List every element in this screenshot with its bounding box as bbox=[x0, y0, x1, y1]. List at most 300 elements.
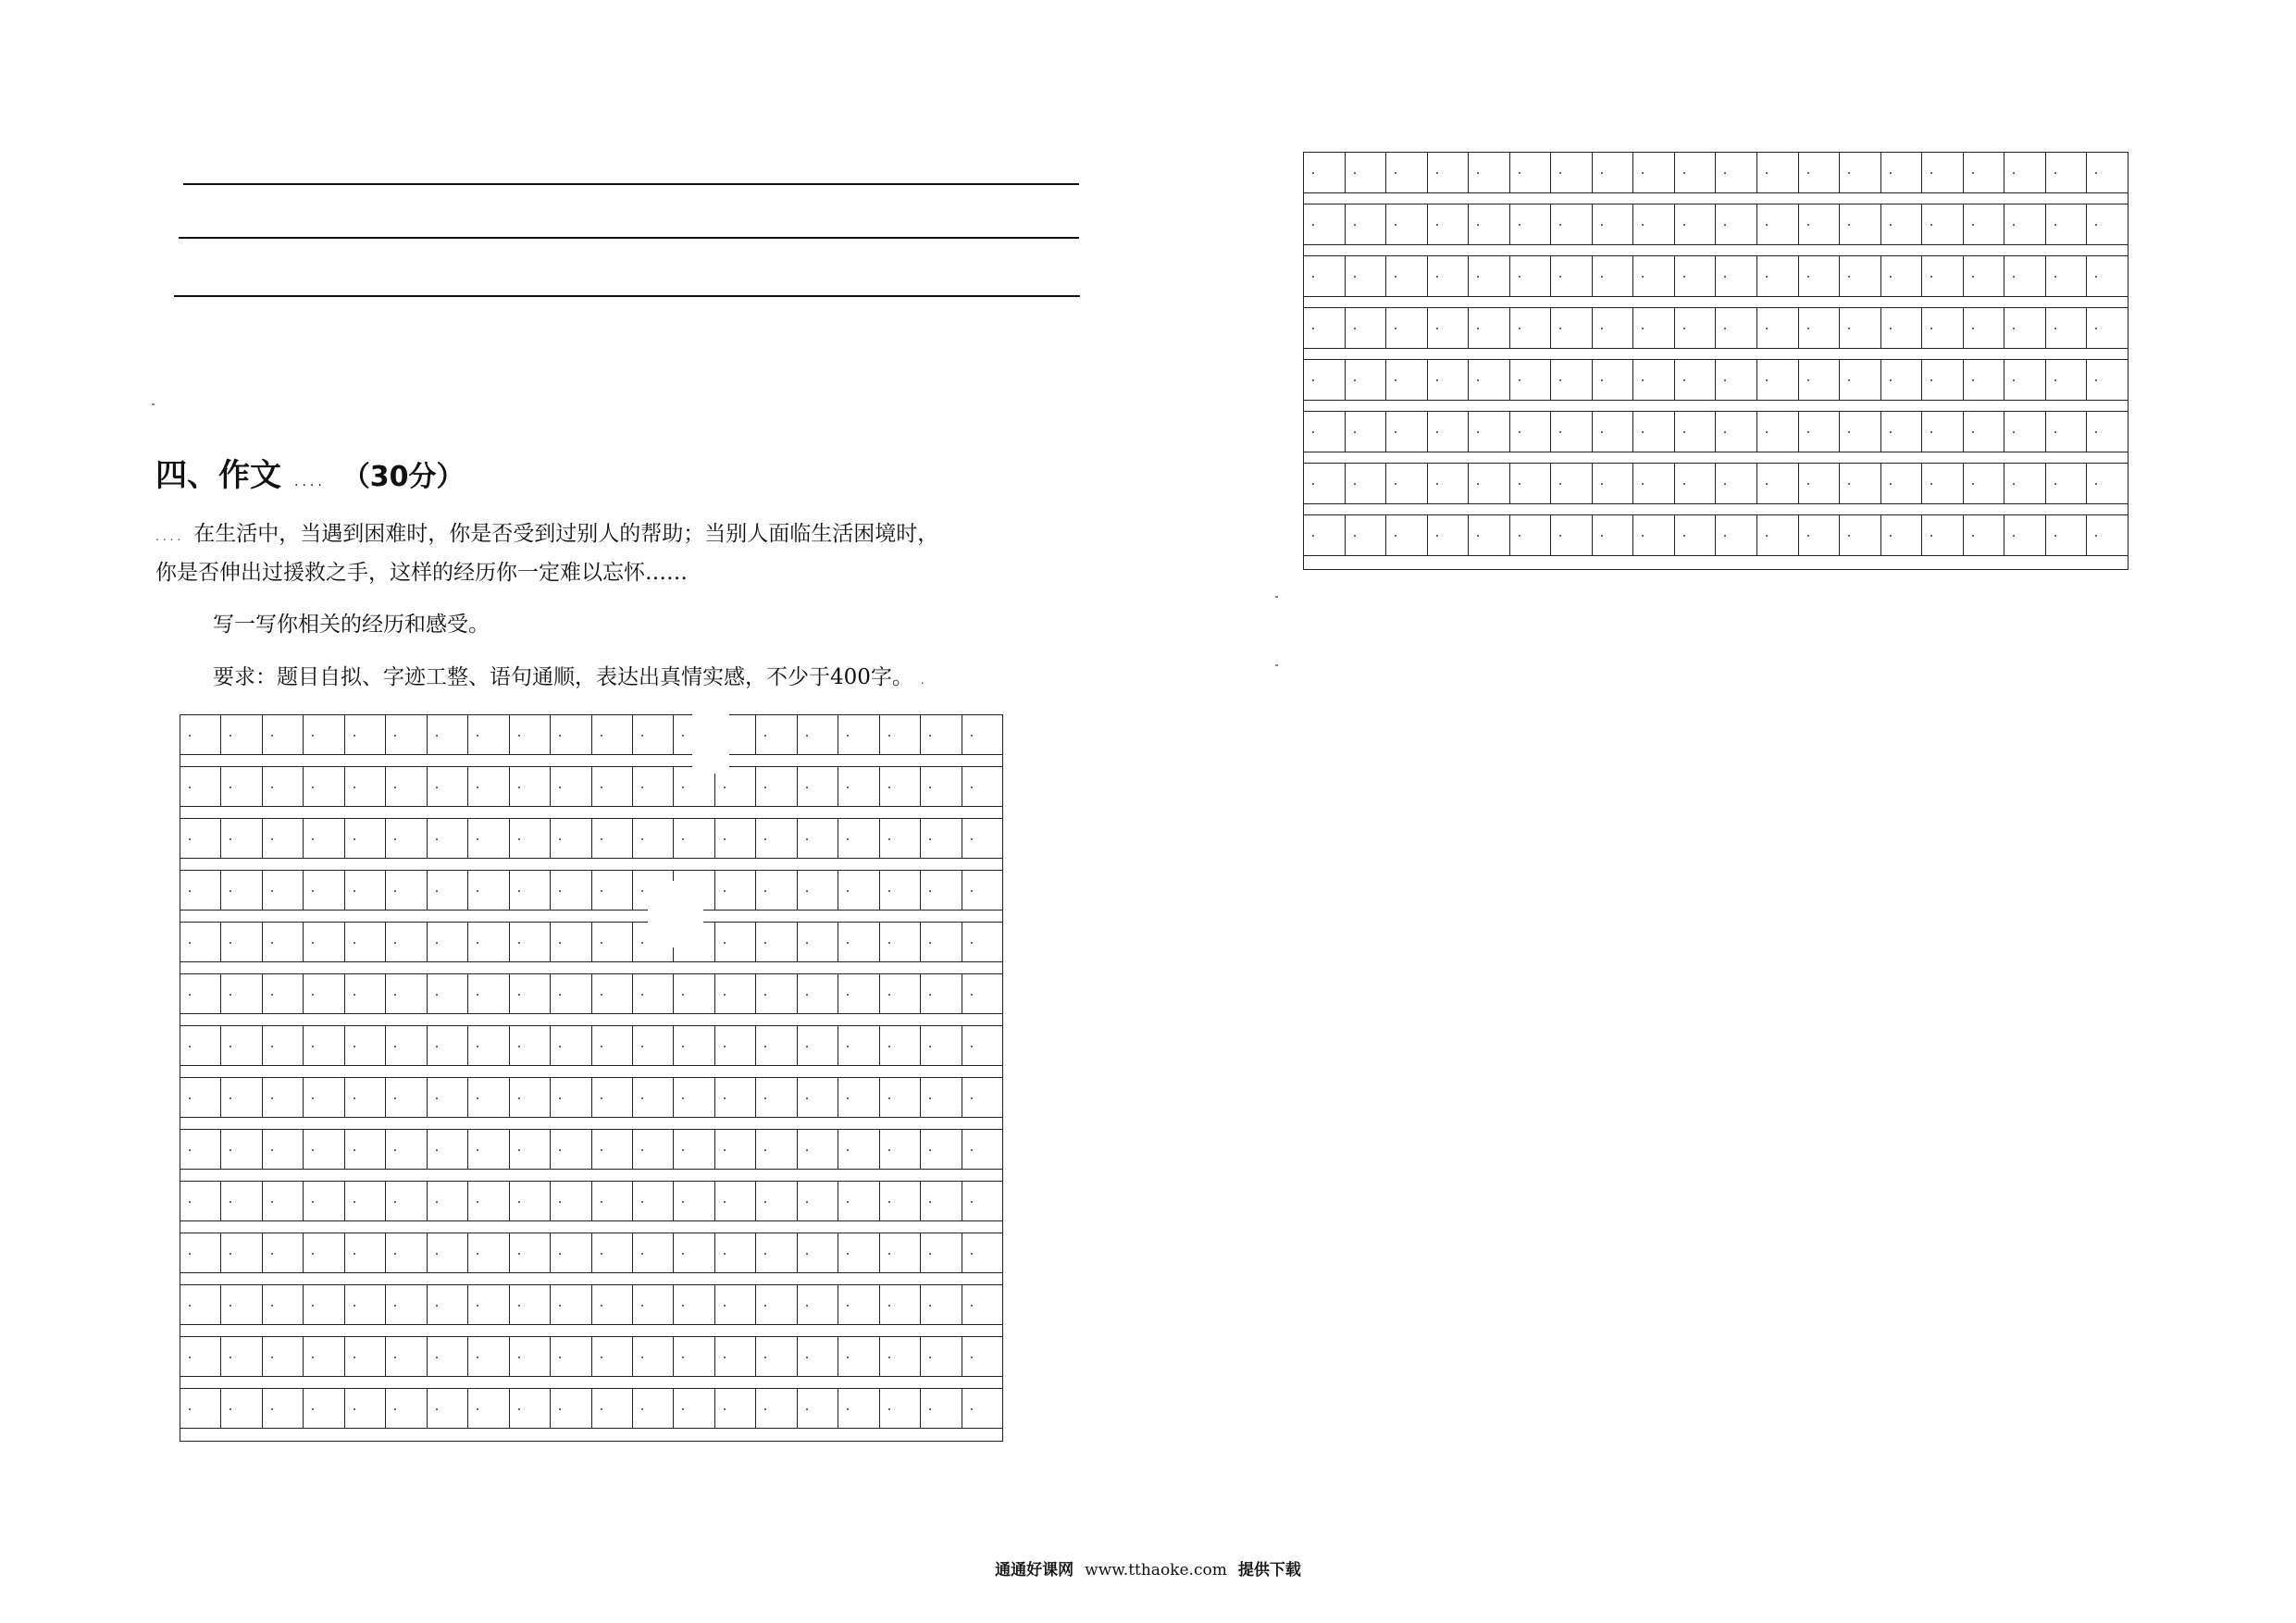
grid-cell[interactable] bbox=[1346, 256, 1387, 296]
grid-cell[interactable] bbox=[962, 1337, 1002, 1376]
grid-cell[interactable] bbox=[1840, 256, 1881, 296]
grid-cell[interactable] bbox=[386, 1026, 427, 1065]
grid-cell[interactable] bbox=[715, 1026, 756, 1065]
grid-cell[interactable] bbox=[880, 1285, 921, 1324]
grid-cell[interactable] bbox=[1757, 464, 1799, 503]
grid-cell[interactable] bbox=[428, 871, 468, 910]
grid-cell[interactable] bbox=[2004, 360, 2046, 400]
grid-cell[interactable] bbox=[551, 1026, 591, 1065]
grid-cell[interactable] bbox=[386, 1233, 427, 1272]
grid-cell[interactable] bbox=[1428, 153, 1470, 192]
grid-cell[interactable] bbox=[1881, 464, 1923, 503]
grid-cell[interactable] bbox=[798, 1285, 838, 1324]
grid-cell[interactable] bbox=[880, 1389, 921, 1428]
grid-cell[interactable] bbox=[1922, 515, 1964, 555]
essay-grid-right[interactable] bbox=[1303, 152, 2128, 570]
grid-cell[interactable] bbox=[2004, 153, 2046, 192]
grid-cell[interactable] bbox=[1922, 464, 1964, 503]
grid-cell[interactable] bbox=[263, 1130, 304, 1169]
grid-cell[interactable] bbox=[838, 1026, 879, 1065]
grid-cell[interactable] bbox=[592, 974, 633, 1013]
grid-cell[interactable] bbox=[715, 974, 756, 1013]
grid-cell[interactable] bbox=[551, 1389, 591, 1428]
grid-cell[interactable] bbox=[921, 1182, 962, 1220]
grid-cell[interactable] bbox=[1799, 515, 1841, 555]
grid-cell[interactable] bbox=[1386, 204, 1428, 244]
grid-cell[interactable] bbox=[633, 1337, 674, 1376]
grid-cell[interactable] bbox=[838, 1130, 879, 1169]
grid-cell[interactable] bbox=[1469, 360, 1510, 400]
grid-cell[interactable] bbox=[715, 1078, 756, 1117]
grid-cell[interactable] bbox=[510, 1285, 551, 1324]
grid-cell[interactable] bbox=[2087, 153, 2128, 192]
grid-cell[interactable] bbox=[1428, 256, 1470, 296]
grid-cell[interactable] bbox=[386, 1130, 427, 1169]
grid-cell[interactable] bbox=[756, 1078, 797, 1117]
grid-cell[interactable] bbox=[1716, 153, 1757, 192]
grid-cell[interactable] bbox=[592, 923, 633, 961]
grid-cell[interactable] bbox=[1386, 360, 1428, 400]
grid-cell[interactable] bbox=[1551, 204, 1593, 244]
grid-cell[interactable] bbox=[633, 767, 674, 806]
grid-cell[interactable] bbox=[1716, 412, 1757, 452]
grid-cell[interactable] bbox=[674, 974, 714, 1013]
grid-cell[interactable] bbox=[1428, 360, 1470, 400]
grid-cell[interactable] bbox=[1633, 204, 1675, 244]
grid-cell[interactable] bbox=[633, 974, 674, 1013]
grid-cell[interactable] bbox=[551, 974, 591, 1013]
grid-cell[interactable] bbox=[838, 1285, 879, 1324]
grid-cell[interactable] bbox=[1593, 204, 1634, 244]
grid-cell[interactable] bbox=[345, 715, 386, 754]
grid-cell[interactable] bbox=[962, 715, 1002, 754]
grid-cell[interactable] bbox=[798, 1182, 838, 1220]
grid-cell[interactable] bbox=[1633, 464, 1675, 503]
grid-cell[interactable] bbox=[428, 1130, 468, 1169]
grid-cell[interactable] bbox=[304, 871, 344, 910]
grid-cell[interactable] bbox=[1964, 308, 2005, 348]
grid-cell[interactable] bbox=[798, 819, 838, 858]
grid-cell[interactable] bbox=[962, 1026, 1002, 1065]
grid-cell[interactable] bbox=[510, 1026, 551, 1065]
grid-cell[interactable] bbox=[838, 819, 879, 858]
grid-cell[interactable] bbox=[756, 1389, 797, 1428]
grid-cell[interactable] bbox=[1840, 360, 1881, 400]
answer-line-3[interactable] bbox=[174, 295, 1080, 297]
grid-cell[interactable] bbox=[880, 715, 921, 754]
grid-cell[interactable] bbox=[221, 923, 262, 961]
grid-cell[interactable] bbox=[880, 1337, 921, 1376]
grid-cell[interactable] bbox=[633, 1182, 674, 1220]
grid-cell[interactable] bbox=[428, 819, 468, 858]
grid-cell[interactable] bbox=[674, 1026, 714, 1065]
grid-cell[interactable] bbox=[798, 974, 838, 1013]
grid-cell[interactable] bbox=[2004, 204, 2046, 244]
grid-cell[interactable] bbox=[345, 1026, 386, 1065]
grid-cell[interactable] bbox=[1346, 464, 1387, 503]
grid-cell[interactable] bbox=[880, 974, 921, 1013]
grid-cell[interactable] bbox=[345, 1182, 386, 1220]
grid-cell[interactable] bbox=[1881, 360, 1923, 400]
grid-cell[interactable] bbox=[468, 715, 509, 754]
grid-cell[interactable] bbox=[1593, 515, 1634, 555]
grid-cell[interactable] bbox=[1469, 308, 1510, 348]
grid-cell[interactable] bbox=[2087, 204, 2128, 244]
grid-cell[interactable] bbox=[715, 1389, 756, 1428]
grid-cell[interactable] bbox=[798, 715, 838, 754]
grid-cell[interactable] bbox=[756, 767, 797, 806]
grid-cell[interactable] bbox=[962, 974, 1002, 1013]
grid-cell[interactable] bbox=[1386, 515, 1428, 555]
grid-cell[interactable] bbox=[592, 871, 633, 910]
grid-cell[interactable] bbox=[838, 715, 879, 754]
grid-cell[interactable] bbox=[428, 1233, 468, 1272]
grid-cell[interactable] bbox=[468, 1026, 509, 1065]
grid-cell[interactable] bbox=[1510, 256, 1552, 296]
grid-cell[interactable] bbox=[263, 1026, 304, 1065]
grid-cell[interactable] bbox=[386, 974, 427, 1013]
grid-cell[interactable] bbox=[263, 819, 304, 858]
grid-cell[interactable] bbox=[1881, 256, 1923, 296]
grid-cell[interactable] bbox=[1922, 153, 1964, 192]
grid-cell[interactable] bbox=[1428, 464, 1470, 503]
grid-cell[interactable] bbox=[1757, 308, 1799, 348]
grid-cell[interactable] bbox=[798, 871, 838, 910]
grid-cell[interactable] bbox=[304, 1182, 344, 1220]
grid-cell[interactable] bbox=[510, 1337, 551, 1376]
grid-cell[interactable] bbox=[1346, 308, 1387, 348]
grid-cell[interactable] bbox=[1799, 360, 1841, 400]
grid-cell[interactable] bbox=[962, 1130, 1002, 1169]
grid-cell[interactable] bbox=[180, 1389, 221, 1428]
grid-cell[interactable] bbox=[2087, 515, 2128, 555]
grid-cell[interactable] bbox=[304, 767, 344, 806]
grid-cell[interactable] bbox=[798, 1233, 838, 1272]
grid-cell[interactable] bbox=[715, 1130, 756, 1169]
grid-cell[interactable] bbox=[1716, 464, 1757, 503]
grid-cell[interactable] bbox=[180, 1130, 221, 1169]
grid-cell[interactable] bbox=[633, 1233, 674, 1272]
grid-cell[interactable] bbox=[428, 1389, 468, 1428]
grid-cell[interactable] bbox=[880, 1182, 921, 1220]
grid-cell[interactable] bbox=[1386, 308, 1428, 348]
grid-cell[interactable] bbox=[674, 1285, 714, 1324]
grid-cell[interactable] bbox=[428, 1182, 468, 1220]
grid-cell[interactable] bbox=[551, 1337, 591, 1376]
grid-cell[interactable] bbox=[1922, 204, 1964, 244]
grid-cell[interactable] bbox=[592, 1337, 633, 1376]
grid-cell[interactable] bbox=[1346, 515, 1387, 555]
grid-cell[interactable] bbox=[428, 1285, 468, 1324]
grid-cell[interactable] bbox=[1593, 412, 1634, 452]
grid-cell[interactable] bbox=[2004, 308, 2046, 348]
grid-cell[interactable] bbox=[756, 715, 797, 754]
grid-cell[interactable] bbox=[592, 1078, 633, 1117]
grid-cell[interactable] bbox=[345, 767, 386, 806]
grid-cell[interactable] bbox=[1633, 360, 1675, 400]
grid-cell[interactable] bbox=[1964, 204, 2005, 244]
grid-cell[interactable] bbox=[921, 871, 962, 910]
grid-cell[interactable] bbox=[715, 1182, 756, 1220]
grid-cell[interactable] bbox=[510, 819, 551, 858]
grid-cell[interactable] bbox=[880, 871, 921, 910]
grid-cell[interactable] bbox=[345, 1078, 386, 1117]
grid-cell[interactable] bbox=[921, 974, 962, 1013]
grid-cell[interactable] bbox=[2046, 256, 2088, 296]
grid-cell[interactable] bbox=[592, 1130, 633, 1169]
grid-cell[interactable] bbox=[1346, 360, 1387, 400]
grid-cell[interactable] bbox=[263, 767, 304, 806]
grid-cell[interactable] bbox=[798, 1389, 838, 1428]
grid-cell[interactable] bbox=[468, 1389, 509, 1428]
grid-cell[interactable] bbox=[921, 923, 962, 961]
grid-cell[interactable] bbox=[962, 1182, 1002, 1220]
grid-cell[interactable] bbox=[1633, 515, 1675, 555]
grid-cell[interactable] bbox=[304, 715, 344, 754]
essay-grid-left[interactable] bbox=[180, 714, 1003, 1442]
grid-cell[interactable] bbox=[180, 923, 221, 961]
grid-cell[interactable] bbox=[263, 1337, 304, 1376]
grid-cell[interactable] bbox=[1304, 464, 1346, 503]
grid-cell[interactable] bbox=[551, 871, 591, 910]
grid-cell[interactable] bbox=[1304, 412, 1346, 452]
grid-cell[interactable] bbox=[1675, 204, 1717, 244]
grid-cell[interactable] bbox=[633, 1389, 674, 1428]
grid-cell[interactable] bbox=[468, 1130, 509, 1169]
grid-cell[interactable] bbox=[221, 974, 262, 1013]
grid-cell[interactable] bbox=[304, 1285, 344, 1324]
grid-cell[interactable] bbox=[1964, 515, 2005, 555]
grid-cell[interactable] bbox=[468, 1233, 509, 1272]
grid-cell[interactable] bbox=[1593, 464, 1634, 503]
grid-cell[interactable] bbox=[510, 974, 551, 1013]
grid-cell[interactable] bbox=[551, 767, 591, 806]
grid-cell[interactable] bbox=[1510, 412, 1552, 452]
grid-cell[interactable] bbox=[2087, 464, 2128, 503]
grid-cell[interactable] bbox=[756, 1130, 797, 1169]
grid-cell[interactable] bbox=[1675, 153, 1717, 192]
grid-cell[interactable] bbox=[1551, 515, 1593, 555]
grid-cell[interactable] bbox=[263, 1389, 304, 1428]
grid-cell[interactable] bbox=[386, 1337, 427, 1376]
grid-cell[interactable] bbox=[345, 1389, 386, 1428]
grid-cell[interactable] bbox=[551, 1182, 591, 1220]
grid-cell[interactable] bbox=[468, 1337, 509, 1376]
grid-cell[interactable] bbox=[1469, 412, 1510, 452]
grid-cell[interactable] bbox=[304, 819, 344, 858]
grid-cell[interactable] bbox=[1510, 360, 1552, 400]
grid-cell[interactable] bbox=[2046, 153, 2088, 192]
grid-cell[interactable] bbox=[1757, 515, 1799, 555]
grid-cell[interactable] bbox=[2046, 308, 2088, 348]
grid-cell[interactable] bbox=[468, 767, 509, 806]
grid-cell[interactable] bbox=[880, 1233, 921, 1272]
grid-cell[interactable] bbox=[180, 715, 221, 754]
grid-cell[interactable] bbox=[1964, 256, 2005, 296]
grid-cell[interactable] bbox=[756, 1182, 797, 1220]
grid-cell[interactable] bbox=[1633, 256, 1675, 296]
grid-cell[interactable] bbox=[1510, 515, 1552, 555]
grid-cell[interactable] bbox=[1469, 464, 1510, 503]
grid-cell[interactable] bbox=[1840, 515, 1881, 555]
grid-cell[interactable] bbox=[345, 1337, 386, 1376]
grid-cell[interactable] bbox=[428, 974, 468, 1013]
grid-cell[interactable] bbox=[1551, 153, 1593, 192]
grid-cell[interactable] bbox=[180, 871, 221, 910]
grid-cell[interactable] bbox=[1964, 464, 2005, 503]
grid-cell[interactable] bbox=[1551, 412, 1593, 452]
grid-cell[interactable] bbox=[221, 715, 262, 754]
grid-cell[interactable] bbox=[921, 1130, 962, 1169]
grid-cell[interactable] bbox=[633, 715, 674, 754]
grid-cell[interactable] bbox=[1675, 515, 1717, 555]
grid-cell[interactable] bbox=[633, 819, 674, 858]
grid-cell[interactable] bbox=[715, 819, 756, 858]
grid-cell[interactable] bbox=[715, 1233, 756, 1272]
grid-cell[interactable] bbox=[345, 1285, 386, 1324]
grid-cell[interactable] bbox=[715, 1337, 756, 1376]
grid-cell[interactable] bbox=[674, 819, 714, 858]
grid-cell[interactable] bbox=[921, 715, 962, 754]
grid-cell[interactable] bbox=[798, 767, 838, 806]
grid-cell[interactable] bbox=[1840, 412, 1881, 452]
grid-cell[interactable] bbox=[756, 1233, 797, 1272]
grid-cell[interactable] bbox=[1881, 515, 1923, 555]
grid-cell[interactable] bbox=[1922, 256, 1964, 296]
grid-cell[interactable] bbox=[962, 871, 1002, 910]
grid-cell[interactable] bbox=[962, 1285, 1002, 1324]
grid-cell[interactable] bbox=[1675, 360, 1717, 400]
grid-cell[interactable] bbox=[962, 923, 1002, 961]
grid-cell[interactable] bbox=[756, 1337, 797, 1376]
grid-cell[interactable] bbox=[1304, 204, 1346, 244]
grid-cell[interactable] bbox=[386, 715, 427, 754]
grid-cell[interactable] bbox=[674, 1078, 714, 1117]
grid-cell[interactable] bbox=[592, 1285, 633, 1324]
grid-cell[interactable] bbox=[1716, 204, 1757, 244]
grid-cell[interactable] bbox=[838, 923, 879, 961]
grid-cell[interactable] bbox=[221, 871, 262, 910]
grid-cell[interactable] bbox=[1633, 153, 1675, 192]
grid-cell[interactable] bbox=[386, 1182, 427, 1220]
grid-cell[interactable] bbox=[1510, 464, 1552, 503]
grid-cell[interactable] bbox=[180, 767, 221, 806]
grid-cell[interactable] bbox=[510, 1130, 551, 1169]
grid-cell[interactable] bbox=[1346, 153, 1387, 192]
grid-cell[interactable] bbox=[1757, 360, 1799, 400]
grid-cell[interactable] bbox=[263, 1285, 304, 1324]
grid-cell[interactable] bbox=[1428, 204, 1470, 244]
grid-cell[interactable] bbox=[756, 871, 797, 910]
grid-cell[interactable] bbox=[962, 1233, 1002, 1272]
answer-line-2[interactable] bbox=[179, 237, 1079, 239]
grid-cell[interactable] bbox=[674, 1337, 714, 1376]
grid-cell[interactable] bbox=[551, 1078, 591, 1117]
grid-cell[interactable] bbox=[838, 974, 879, 1013]
grid-cell[interactable] bbox=[510, 715, 551, 754]
grid-cell[interactable] bbox=[468, 819, 509, 858]
grid-cell[interactable] bbox=[551, 1130, 591, 1169]
grid-cell[interactable] bbox=[1799, 256, 1841, 296]
grid-cell[interactable] bbox=[468, 974, 509, 1013]
grid-cell[interactable] bbox=[2046, 360, 2088, 400]
grid-cell[interactable] bbox=[2004, 412, 2046, 452]
grid-cell[interactable] bbox=[551, 819, 591, 858]
grid-cell[interactable] bbox=[2087, 308, 2128, 348]
grid-cell[interactable] bbox=[1922, 308, 1964, 348]
grid-cell[interactable] bbox=[1675, 412, 1717, 452]
grid-cell[interactable] bbox=[510, 1233, 551, 1272]
grid-cell[interactable] bbox=[1428, 412, 1470, 452]
grid-cell[interactable] bbox=[304, 974, 344, 1013]
grid-cell[interactable] bbox=[921, 1026, 962, 1065]
grid-cell[interactable] bbox=[1757, 256, 1799, 296]
grid-cell[interactable] bbox=[1840, 308, 1881, 348]
grid-cell[interactable] bbox=[592, 1182, 633, 1220]
grid-cell[interactable] bbox=[304, 1233, 344, 1272]
grid-cell[interactable] bbox=[510, 767, 551, 806]
grid-cell[interactable] bbox=[1799, 464, 1841, 503]
grid-cell[interactable] bbox=[880, 1130, 921, 1169]
grid-cell[interactable] bbox=[1964, 412, 2005, 452]
grid-cell[interactable] bbox=[428, 1026, 468, 1065]
grid-cell[interactable] bbox=[180, 974, 221, 1013]
grid-cell[interactable] bbox=[1675, 308, 1717, 348]
grid-cell[interactable] bbox=[592, 715, 633, 754]
grid-cell[interactable] bbox=[510, 1078, 551, 1117]
footer-url[interactable]: www.tthaoke.com bbox=[1085, 1561, 1227, 1580]
grid-cell[interactable] bbox=[1716, 256, 1757, 296]
grid-cell[interactable] bbox=[1469, 515, 1510, 555]
grid-cell[interactable] bbox=[263, 1182, 304, 1220]
grid-cell[interactable] bbox=[1593, 256, 1634, 296]
grid-cell[interactable] bbox=[1386, 412, 1428, 452]
grid-cell[interactable] bbox=[962, 819, 1002, 858]
grid-cell[interactable] bbox=[1469, 204, 1510, 244]
grid-cell[interactable] bbox=[1304, 515, 1346, 555]
grid-cell[interactable] bbox=[1633, 412, 1675, 452]
grid-cell[interactable] bbox=[1593, 308, 1634, 348]
grid-cell[interactable] bbox=[798, 1026, 838, 1065]
grid-cell[interactable] bbox=[304, 1130, 344, 1169]
grid-cell[interactable] bbox=[1840, 464, 1881, 503]
grid-cell[interactable] bbox=[180, 819, 221, 858]
grid-cell[interactable] bbox=[1922, 360, 1964, 400]
grid-cell[interactable] bbox=[2004, 515, 2046, 555]
grid-cell[interactable] bbox=[263, 1233, 304, 1272]
grid-cell[interactable] bbox=[551, 923, 591, 961]
grid-cell[interactable] bbox=[468, 923, 509, 961]
grid-cell[interactable] bbox=[1551, 256, 1593, 296]
grid-cell[interactable] bbox=[180, 1285, 221, 1324]
grid-cell[interactable] bbox=[345, 819, 386, 858]
grid-cell[interactable] bbox=[921, 1337, 962, 1376]
grid-cell[interactable] bbox=[880, 819, 921, 858]
grid-cell[interactable] bbox=[798, 1078, 838, 1117]
grid-cell[interactable] bbox=[921, 1233, 962, 1272]
grid-cell[interactable] bbox=[1881, 153, 1923, 192]
grid-cell[interactable] bbox=[221, 1130, 262, 1169]
grid-cell[interactable] bbox=[798, 923, 838, 961]
grid-cell[interactable] bbox=[1386, 464, 1428, 503]
grid-cell[interactable] bbox=[756, 1026, 797, 1065]
grid-cell[interactable] bbox=[1593, 360, 1634, 400]
grid-cell[interactable] bbox=[715, 923, 756, 961]
grid-cell[interactable] bbox=[221, 819, 262, 858]
grid-cell[interactable] bbox=[1799, 153, 1841, 192]
grid-cell[interactable] bbox=[1633, 308, 1675, 348]
grid-cell[interactable] bbox=[510, 923, 551, 961]
